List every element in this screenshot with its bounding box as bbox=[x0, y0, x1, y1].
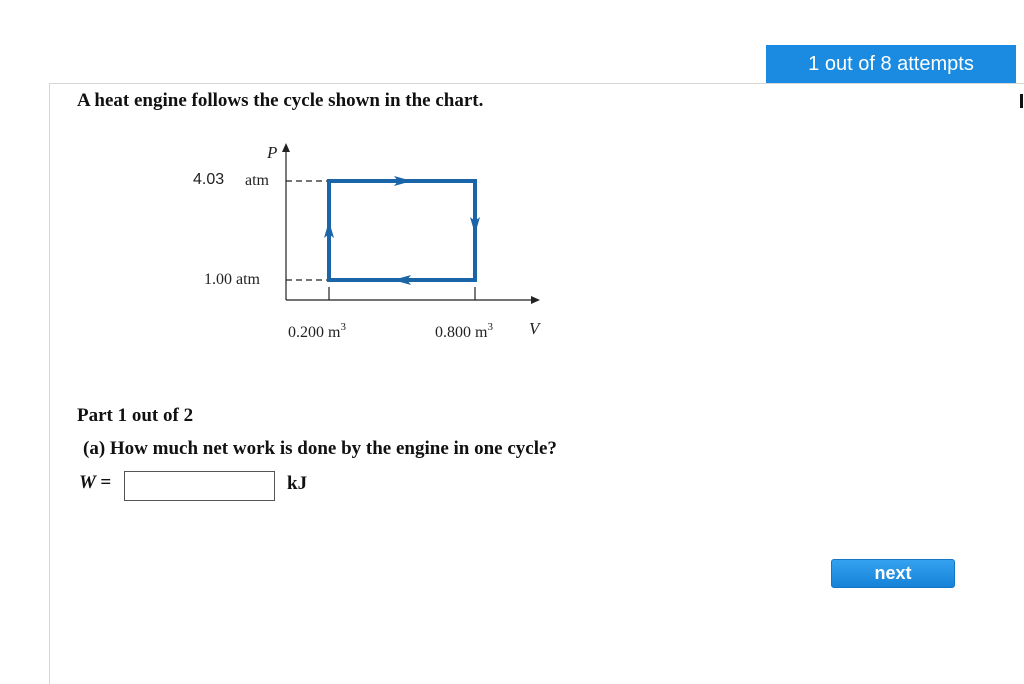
p-axis-label: P bbox=[267, 143, 278, 162]
v-axis-arrow bbox=[531, 296, 540, 304]
pressure-low-label: 1.00 atm bbox=[204, 271, 260, 288]
work-answer-input[interactable] bbox=[124, 471, 275, 501]
pressure-high-value: 4.03 bbox=[193, 171, 225, 188]
next-button[interactable]: next bbox=[831, 559, 955, 588]
pressure-high-unit: atm bbox=[245, 172, 269, 189]
answer-variable-label: W = bbox=[79, 472, 112, 493]
problem-prompt: A heat engine follows the cycle shown in the chart. bbox=[77, 90, 484, 111]
v-axis-label: V bbox=[529, 319, 540, 338]
volume-high-label: 0.800 $m^3$ bbox=[435, 321, 493, 341]
part-label: Part 1 out of 2 bbox=[77, 405, 194, 426]
p-axis-arrow bbox=[282, 143, 290, 152]
edge-mark bbox=[1020, 94, 1023, 108]
answer-unit-label: kJ bbox=[287, 473, 308, 494]
attempts-badge: 1 out of 8 attempts bbox=[766, 45, 1016, 83]
question-text: (a) How much net work is done by the engine in one cycle? bbox=[83, 438, 557, 459]
pv-diagram bbox=[180, 135, 560, 350]
cycle-path bbox=[329, 181, 475, 280]
volume-low-label: 0.200 $m^3$ bbox=[288, 321, 346, 341]
